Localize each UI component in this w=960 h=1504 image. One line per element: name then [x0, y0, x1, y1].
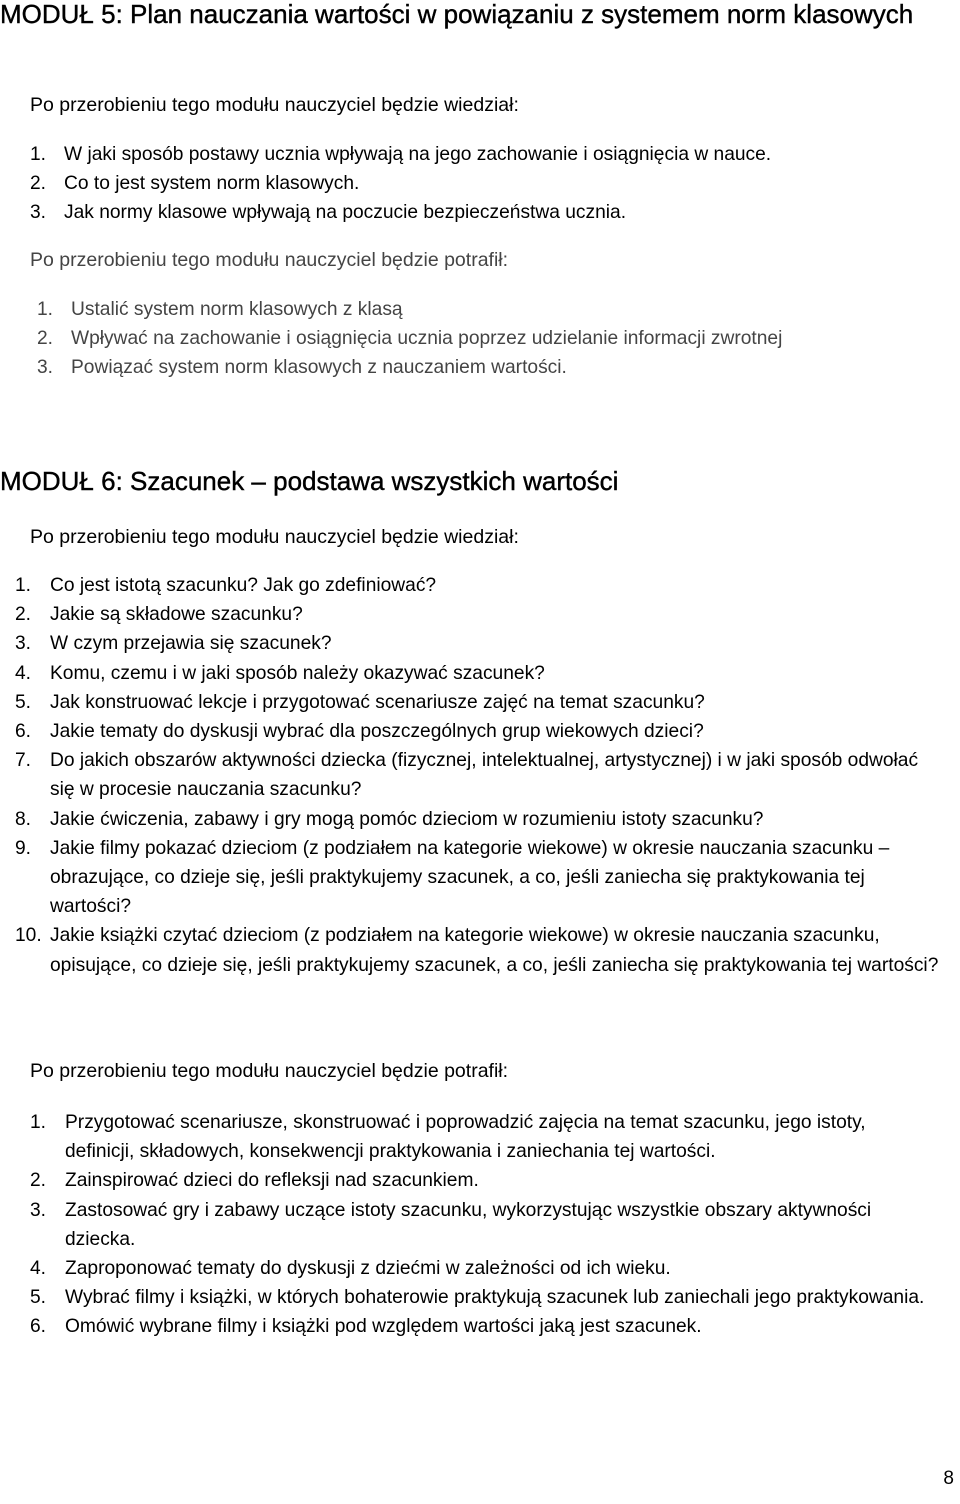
list-item [15, 600, 940, 629]
module-5-knowledge-list [30, 140, 930, 228]
module-6-title: MODUŁ 6: Szacunek – podstawa wszystkich wartości [0, 466, 619, 496]
list-item [30, 1312, 940, 1341]
list-item-text: Jakie ćwiczenia, zabawy i gry mogą pomóc dzieciom w rozumieniu istoty szacunku? [50, 808, 764, 830]
list-item-number: 2. [30, 173, 47, 195]
list-item-text: Jakie filmy pokazać dzieciom (z podziałem na kategorie wiekowe) w okresie nauczania szacunku – obrazujące, co dzieje się, jeśli praktykujemy szacunek, a co, jeśli zaniecha się praktykowania tej wartości? [50, 837, 890, 918]
module-5-title: MODUŁ 5: Plan nauczania wartości w powiązaniu z systemem norm klasowych [0, 0, 914, 29]
list-item-number: 4. [15, 662, 32, 684]
list-item-text: Jakie tematy do dyskusji wybrać dla poszczególnych grup wiekowych dzieci? [50, 721, 704, 743]
list-item-text: Jakie książki czytać dzieciom (z podziałem na kategorie wiekowe) w okresie nauczania szacunku, opisujące, co dzieje się, jeśli praktykujemy szacunek, a co, jeśli zaniecha się praktykowania tej wartości? [50, 925, 939, 976]
list-item [15, 834, 940, 922]
list-item [37, 295, 937, 324]
module-6-skills-list [30, 1108, 940, 1342]
list-item-text: Zastosować gry i zabawy uczące istoty szacunku, wykorzystując wszystkie obszary aktywności dziecka. [65, 1199, 872, 1250]
list-item-text: Powiązać system norm klasowych z nauczaniem wartości. [71, 357, 567, 379]
list-item [30, 169, 930, 198]
list-item-number: 8. [15, 808, 32, 830]
module-5-skills-list [37, 295, 937, 383]
list-item-number: 3. [30, 202, 47, 224]
list-item-text: Komu, czemu i w jaki sposób należy okazywać szacunek? [50, 662, 545, 684]
list-item-number: 10. [15, 925, 42, 947]
page-number: 8 [943, 1468, 954, 1489]
list-item [15, 717, 940, 746]
list-item-text: Ustalić system norm klasowych z klasą [71, 299, 403, 320]
list-item-text: W czym przejawia się szacunek? [50, 633, 332, 655]
list-item-number: 6. [30, 1316, 47, 1338]
list-item [15, 921, 940, 979]
list-item [30, 1283, 940, 1312]
module-6-knowledge-list [15, 571, 940, 980]
list-item-number: 3. [15, 633, 32, 655]
list-item [15, 629, 940, 658]
list-item-number: 9. [15, 837, 32, 859]
list-item [30, 1254, 940, 1283]
list-item [15, 688, 940, 717]
list-item [15, 805, 940, 834]
list-item-number: 2. [30, 1170, 47, 1192]
list-item-number: 2. [37, 328, 54, 350]
list-item-text: Wybrać filmy i książki, w których bohaterowie praktykują szacunek lub zaniechali jego praktykowania. [65, 1287, 925, 1309]
list-item-number: 7. [15, 750, 32, 772]
list-item [30, 1166, 940, 1195]
list-item-number: 5. [30, 1287, 47, 1309]
list-item [15, 571, 940, 600]
module-5-skills-heading: Po przerobieniu tego modułu nauczyciel będzie potrafił: [30, 249, 509, 271]
list-item [37, 353, 937, 382]
module-6-knowledge-heading: Po przerobieniu tego modułu nauczyciel będzie wiedział: [30, 526, 519, 548]
list-item [15, 746, 940, 804]
list-item [30, 140, 930, 169]
list-item [30, 198, 930, 227]
list-item-text: Jak konstruować lekcje i przygotować scenariusze zajęć na temat szacunku? [50, 691, 705, 713]
list-item-text: Co to jest system norm klasowych. [64, 173, 360, 195]
list-item-text: Jakie są składowe szacunku? [50, 604, 303, 626]
module-6-skills-heading: Po przerobieniu tego modułu nauczyciel będzie potrafił: [30, 1060, 509, 1082]
list-item-number: 1. [30, 1112, 47, 1133]
list-item-text: Co jest istotą szacunku? Jak go zdefiniować? [50, 575, 437, 596]
list-item-text: Zainspirować dzieci do refleksji nad szacunkiem. [65, 1170, 479, 1192]
list-item-text: W jaki sposób postawy ucznia wpływają na jego zachowanie i osiągnięcia w nauce. [64, 144, 772, 165]
list-item-text: Zaproponować tematy do dyskusji z dziećmi w zależności od ich wieku. [65, 1258, 671, 1280]
list-item-number: 2. [15, 604, 32, 626]
list-item-text: Do jakich obszarów aktywności dziecka (fizycznej, intelektualnej, artystycznej) i w jaki sposób odwołać się w procesie nauczania szacunku? [50, 750, 919, 801]
list-item [15, 659, 940, 688]
list-item-text: Przygotować scenariusze, skonstruować i poprowadzić zajęcia na temat szacunku, jego istoty, definicji, składowych, konsekwencji praktykowania i zaniechania tej wartości. [65, 1112, 866, 1163]
list-item-text: Jak normy klasowe wpływają na poczucie bezpieczeństwa ucznia. [64, 202, 627, 224]
list-item-number: 1. [15, 575, 32, 596]
list-item-number: 1. [30, 144, 47, 165]
module-5-knowledge-heading: Po przerobieniu tego modułu nauczyciel będzie wiedział: [30, 94, 519, 116]
list-item-text: Omówić wybrane filmy i książki pod względem wartości jaką jest szacunek. [65, 1316, 702, 1338]
list-item-number: 1. [37, 299, 54, 320]
list-item-number: 3. [37, 357, 54, 379]
list-item [30, 1108, 940, 1166]
list-item-number: 6. [15, 721, 32, 743]
list-item-number: 5. [15, 691, 32, 713]
list-item-number: 4. [30, 1258, 47, 1280]
list-item [30, 1196, 940, 1254]
list-item [37, 324, 937, 353]
list-item-number: 3. [30, 1199, 47, 1221]
list-item-text: Wpływać na zachowanie i osiągnięcia ucznia poprzez udzielanie informacji zwrotnej [71, 328, 783, 350]
